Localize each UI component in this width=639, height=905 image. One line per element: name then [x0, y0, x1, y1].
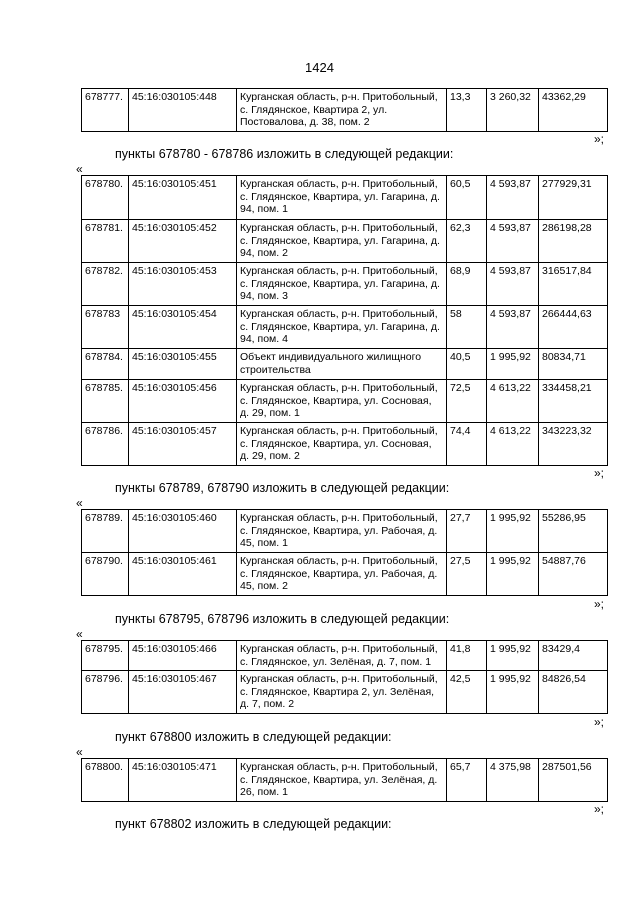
row-number: 678795.: [82, 641, 129, 671]
cadastral-value: 84826,54: [539, 671, 608, 714]
cadastral-value: 83429,4: [539, 641, 608, 671]
area: 65,7: [447, 759, 487, 802]
address: Курганская область, р-н. Притобольный, с. Глядянское, Квартира, ул. Сосновая, д. 29, пом. 1: [237, 380, 447, 423]
table-row: [82, 510, 608, 553]
cadastral-number: 45:16:030105:466: [129, 641, 237, 671]
address: Объект индивидуального жилищного строительства: [237, 349, 447, 380]
amendment-intro: пункты 678780 - 678786 изложить в следующей редакции:: [115, 147, 454, 161]
cadastral-value: 286198,28: [539, 220, 608, 263]
cadastral-number: 45:16:030105:461: [129, 553, 237, 596]
unit-value: 1 995,92: [487, 641, 539, 671]
cadastral-value: 343223,32: [539, 423, 608, 466]
amendment-intro: пункты 678789, 678790 изложить в следующей редакции:: [115, 481, 450, 495]
address: Курганская область, р-н. Притобольный, с. Глядянское, Квартира, ул. Сосновая, д. 29, пом. 2: [237, 423, 447, 466]
unit-value: 1 995,92: [487, 510, 539, 553]
row-number: 678781.: [82, 220, 129, 263]
area: 41,8: [447, 641, 487, 671]
opening-quote: «: [76, 496, 83, 510]
unit-value: 4 593,87: [487, 263, 539, 306]
table-row: [82, 349, 608, 380]
amendment-intro: пункт 678802 изложить в следующей редакции:: [115, 817, 392, 831]
table-row: [82, 263, 608, 306]
table-row: [82, 306, 608, 349]
cadastral-number: 45:16:030105:457: [129, 423, 237, 466]
area: 68,9: [447, 263, 487, 306]
unit-value: 1 995,92: [487, 553, 539, 596]
property-table-4: [81, 640, 608, 714]
row-number: 678790.: [82, 553, 129, 596]
cadastral-number: 45:16:030105:467: [129, 671, 237, 714]
table-row: [82, 380, 608, 423]
table-row: [82, 220, 608, 263]
cadastral-value: 80834,71: [539, 349, 608, 380]
cadastral-value: 287501,56: [539, 759, 608, 802]
cadastral-number: 45:16:030105:460: [129, 510, 237, 553]
unit-value: 1 995,92: [487, 671, 539, 714]
cadastral-value: 54887,76: [539, 553, 608, 596]
area: 62,3: [447, 220, 487, 263]
unit-value: 1 995,92: [487, 349, 539, 380]
amendment-intro: пункт 678800 изложить в следующей редакции:: [115, 730, 392, 744]
cadastral-value: 55286,95: [539, 510, 608, 553]
address: Курганская область, р-н. Притобольный, с. Глядянское, Квартира, ул. Гагарина, д. 94, пом. 2: [237, 220, 447, 263]
row-number: 678777.: [82, 89, 129, 132]
cadastral-number: 45:16:030105:448: [129, 89, 237, 132]
row-number: 678783: [82, 306, 129, 349]
address: Курганская область, р-н. Притобольный, с. Глядянское, Квартира, ул. Зелёная, д. 26, пом. 1: [237, 759, 447, 802]
row-number: 678786.: [82, 423, 129, 466]
opening-quote: «: [76, 162, 83, 176]
opening-quote: «: [76, 627, 83, 641]
cadastral-value: 43362,29: [539, 89, 608, 132]
table-row: [82, 553, 608, 596]
cadastral-number: 45:16:030105:453: [129, 263, 237, 306]
cadastral-number: 45:16:030105:454: [129, 306, 237, 349]
address: Курганская область, р-н. Притобольный, с. Глядянское, Квартира, ул. Рабочая, д. 45, пом. 1: [237, 510, 447, 553]
closing-quote: »;: [594, 466, 605, 480]
row-number: 678796.: [82, 671, 129, 714]
table-row: [82, 89, 608, 132]
area: 60,5: [447, 176, 487, 220]
address: Курганская область, р-н. Притобольный, с. Глядянское, Квартира 2, ул. Постовалова, д. 38, пом. 2: [237, 89, 447, 132]
row-number: 678789.: [82, 510, 129, 553]
cadastral-number: 45:16:030105:451: [129, 176, 237, 220]
unit-value: 3 260,32: [487, 89, 539, 132]
row-number: 678785.: [82, 380, 129, 423]
unit-value: 4 613,22: [487, 380, 539, 423]
address: Курганская область, р-н. Притобольный, с. Глядянское, Квартира 2, ул. Зелёная, д. 7, пом. 2: [237, 671, 447, 714]
amendment-intro: пункты 678795, 678796 изложить в следующей редакции:: [115, 612, 450, 626]
address: Курганская область, р-н. Притобольный, с. Глядянское, Квартира, ул. Гагарина, д. 94, пом. 4: [237, 306, 447, 349]
unit-value: 4 593,87: [487, 220, 539, 263]
unit-value: 4 593,87: [487, 176, 539, 220]
table-row: [82, 423, 608, 466]
property-table-1: [81, 88, 608, 132]
row-number: 678784.: [82, 349, 129, 380]
closing-quote: »;: [594, 597, 605, 611]
cadastral-value: 266444,63: [539, 306, 608, 349]
unit-value: 4 593,87: [487, 306, 539, 349]
row-number: 678782.: [82, 263, 129, 306]
table-row: [82, 641, 608, 671]
cadastral-number: 45:16:030105:471: [129, 759, 237, 802]
area: 72,5: [447, 380, 487, 423]
cadastral-value: 334458,21: [539, 380, 608, 423]
page-number: 1424: [305, 60, 334, 75]
address: Курганская область, р-н. Притобольный, с. Глядянское, ул. Зелёная, д. 7, пом. 1: [237, 641, 447, 671]
cadastral-number: 45:16:030105:452: [129, 220, 237, 263]
opening-quote: «: [76, 745, 83, 759]
area: 42,5: [447, 671, 487, 714]
table-row: [82, 671, 608, 714]
address: Курганская область, р-н. Притобольный, с. Глядянское, Квартира, ул. Рабочая, д. 45, пом. 2: [237, 553, 447, 596]
property-table-2: [81, 175, 608, 466]
table-row: [82, 176, 608, 220]
area: 27,5: [447, 553, 487, 596]
cadastral-number: 45:16:030105:455: [129, 349, 237, 380]
closing-quote: »;: [594, 802, 605, 816]
area: 58: [447, 306, 487, 349]
table-row: [82, 759, 608, 802]
cadastral-value: 277929,31: [539, 176, 608, 220]
closing-quote: »;: [594, 132, 605, 146]
unit-value: 4 613,22: [487, 423, 539, 466]
area: 27,7: [447, 510, 487, 553]
cadastral-number: 45:16:030105:456: [129, 380, 237, 423]
area: 13,3: [447, 89, 487, 132]
row-number: 678780.: [82, 176, 129, 220]
property-table-5: [81, 758, 608, 802]
closing-quote: »;: [594, 715, 605, 729]
area: 74,4: [447, 423, 487, 466]
address: Курганская область, р-н. Притобольный, с. Глядянское, Квартира, ул. Гагарина, д. 94, пом. 3: [237, 263, 447, 306]
area: 40,5: [447, 349, 487, 380]
unit-value: 4 375,98: [487, 759, 539, 802]
cadastral-value: 316517,84: [539, 263, 608, 306]
row-number: 678800.: [82, 759, 129, 802]
address: Курганская область, р-н. Притобольный, с. Глядянское, Квартира, ул. Гагарина, д. 94, пом. 1: [237, 176, 447, 220]
property-table-3: [81, 509, 608, 596]
